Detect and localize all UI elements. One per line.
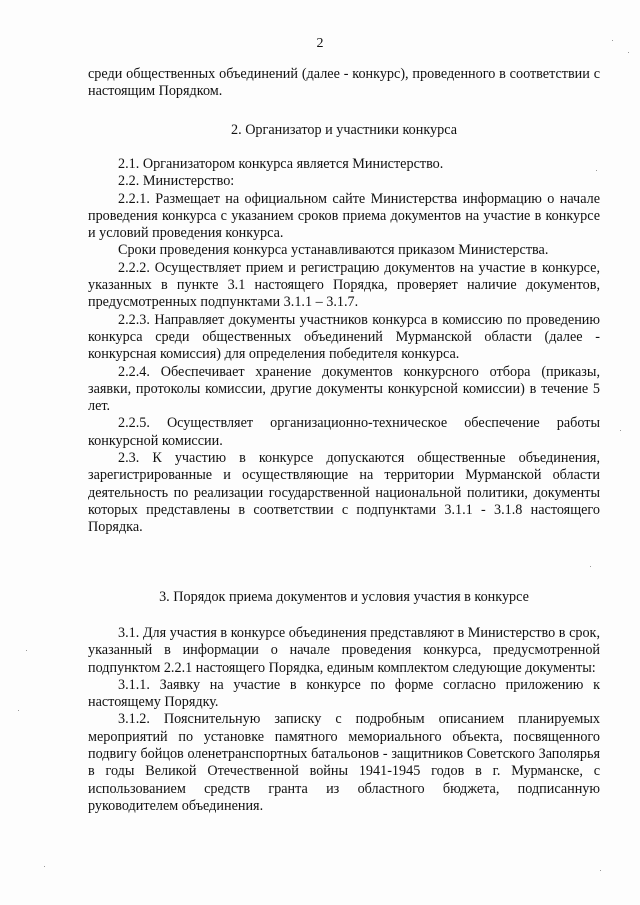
section-3-heading: 3. Порядок приема документов и условия участия в конкурсе: [159, 589, 529, 605]
scan-speck: [590, 566, 591, 567]
scan-speck: [612, 40, 613, 41]
paragraph-2-2-2: 2.2.2. Осуществляет прием и регистрацию документов на участие в конкурсе, указанных в пункте 3.1 настоящего Порядка, проверяет наличие документов, предусмотренных подпунктами 3.1.1 – 3.1.7.: [88, 259, 600, 311]
paragraph-3-1-2: 3.1.2. Пояснительную записку с подробным описанием планируемых мероприятий по установке памятного мемориального объекта, посвященного подвигу бойцов оленетранспортных батальонов - защитников Советского Заполярья в годы Великой Отечественной войны 1941-1945 годов в г. Мурманске, с использованием средств гранта из областного бюджета, подписанную руководителем объединения.: [88, 711, 600, 814]
section-3-body: [88, 625, 600, 815]
paragraph-2-2-1-terms: Сроки проведения конкурса устанавливаются приказом Министерства.: [118, 242, 549, 259]
intro-block: [88, 66, 600, 101]
page-number: 2: [316, 36, 324, 51]
paragraph-2-2-1: 2.2.1. Размещает на официальном сайте Министерства информацию о начале проведения конкурса с указанием сроков приема документов на участие в конкурсе и условий проведения конкурса.: [88, 190, 600, 242]
section-2-body: [88, 156, 600, 537]
scan-speck: [18, 710, 19, 711]
paragraph-2-2-3: 2.2.3. Направляет документы участников конкурса в комиссию по проведению конкурса среди общественных объединений Мурманской области (далее - конкурсная комиссия) для определения победителя конкурса.: [88, 311, 600, 363]
paragraph-3-1-1: 3.1.1. Заявку на участие в конкурсе по форме согласно приложению к настоящему Порядку.: [88, 676, 600, 711]
paragraph-2-2-5: 2.2.5. Осуществляет организационно-техническое обеспечение работы конкурсной комиссии.: [88, 415, 600, 449]
paragraph-2-2-4: 2.2.4. Обеспечивает хранение документов конкурсного отбора (приказы, заявки, протоколы комиссии, другие документы конкурсной комиссии) в течение 5 лет.: [88, 363, 600, 415]
scan-speck: [620, 430, 621, 431]
intro-paragraph: среди общественных объединений (далее - конкурс), проведенного в соответствии с настоящим Порядком.: [88, 66, 600, 100]
paragraph-2-3: 2.3. К участию в конкурсе допускаются общественные объединения, зарегистрированные и осуществляющие на территории Мурманской области деятельность по реализации государственной национальной политики, документы которых представлены в соответствии с подпунктами 3.1.1 - 3.1.8 настоящего Порядка.: [88, 450, 600, 536]
paragraph-2-2: 2.2. Министерство:: [118, 173, 235, 190]
paragraph-3-1: 3.1. Для участия в конкурсе объединения представляют в Министерство в срок, указанный в информации о начале проведения конкурса, предусмотренной подпунктом 2.2.1 настоящего Порядка, единым комплектом следующие документы:: [88, 625, 600, 676]
scan-speck: [44, 866, 45, 867]
scan-speck: [596, 170, 597, 171]
paragraph-2-1: 2.1. Организатором конкурса является Министерство.: [118, 156, 444, 172]
scan-speck: [600, 870, 601, 871]
section-2-heading: 2. Организатор и участники конкурса: [231, 122, 457, 138]
scan-speck: [26, 650, 27, 651]
scan-speck: [628, 52, 629, 53]
